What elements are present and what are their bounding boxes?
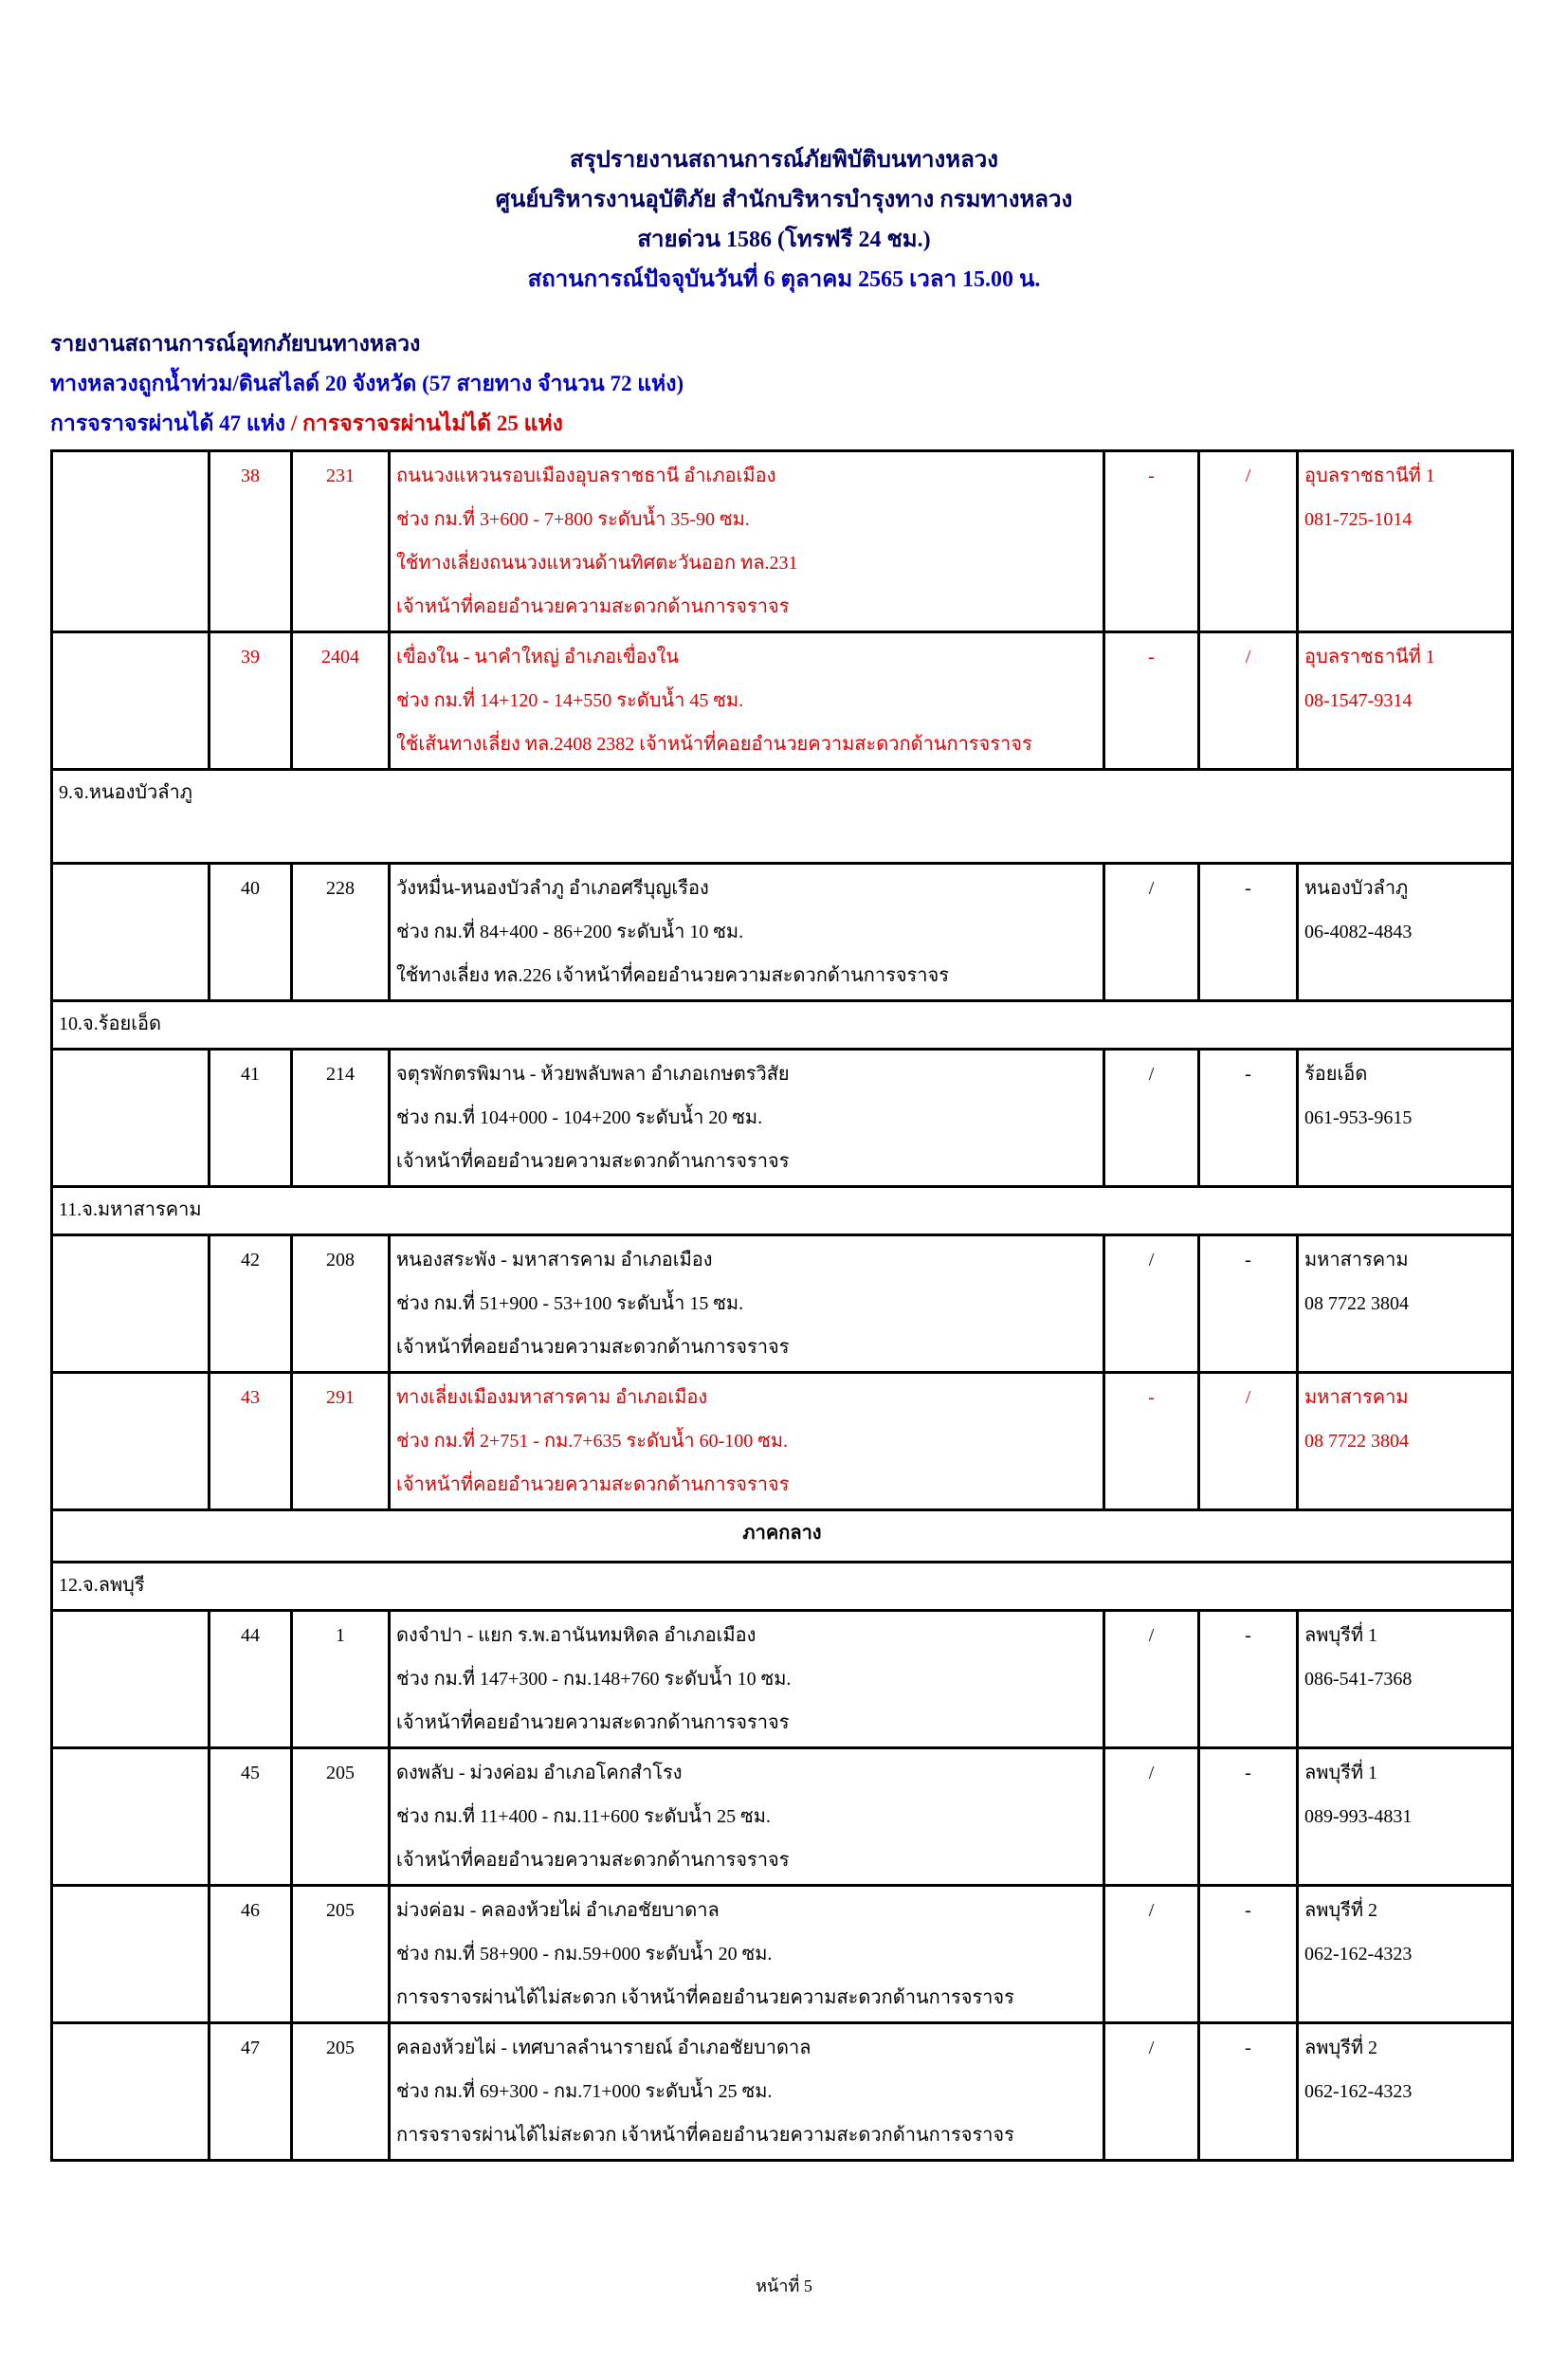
table-row	[52, 2023, 1513, 2161]
blank-cell	[52, 1235, 210, 1373]
description-line: วังหมื่น-หนองบัวลำภู อำเภอศรีบุญเรือง	[396, 878, 709, 899]
row-number-cell: 38	[210, 451, 292, 632]
contact-cell	[1298, 451, 1513, 632]
route-number-cell: 205	[292, 1886, 390, 2023]
route-number-cell: 231	[292, 451, 390, 632]
contact-cell	[1298, 1611, 1513, 1748]
description-cell	[390, 1235, 1104, 1373]
description-line: ม่วงค่อม - คลองห้วยไผ่ อำเภอชัยบาดาล	[396, 1900, 720, 1921]
description-line: การจราจรผ่านได้ไม่สะดวก เจ้าหน้าที่คอยอำนวยความสะดวกด้านการจราจร	[396, 1987, 1014, 2008]
flood-extent-line: ทางหลวงถูกน้ำท่วม/ดินสไลด์ 20 จังหวัด (57 สายทาง จำนวน 72 แห่ง)	[50, 372, 684, 395]
description-line: ใช้ทางเลี่ยงถนนวงแหวนด้านทิศตะวันออก ทล.231	[396, 553, 798, 574]
blocked-mark-cell: /	[1199, 451, 1298, 632]
blocked-mark-cell: /	[1199, 1373, 1298, 1510]
description-line: ช่วง กม.ที่ 58+900 - กม.59+000 ระดับน้ำ 20 ซม.	[396, 1944, 773, 1965]
table-row	[52, 1886, 1513, 2023]
description-line: เจ้าหน้าที่คอยอำนวยความสะดวกด้านการจราจร	[396, 1337, 790, 1358]
blocked-mark-cell: /	[1199, 632, 1298, 770]
contact-line: 08 7722 3804	[1304, 1293, 1409, 1314]
description-line: ใช้เส้นทางเลี่ยง ทล.2408 2382 เจ้าหน้าที่คอยอำนวยความสะดวกด้านการจราจร	[396, 734, 1032, 755]
passable-mark-cell: /	[1104, 2023, 1199, 2161]
province-header: 9.จ.หนองบัวลำภู	[52, 770, 1513, 864]
blocked-mark-cell: -	[1199, 1886, 1298, 2023]
description-line: จตุรพักตรพิมาน - ห้วยพลับพลา อำเภอเกษตรวิสัย	[396, 1064, 790, 1085]
blank-cell	[52, 451, 210, 632]
row-number-cell: 42	[210, 1235, 292, 1373]
report-table-body	[52, 451, 1513, 2161]
passable-count: การจราจรผ่านได้ 47 แห่ง	[50, 411, 286, 435]
contact-line: 08-1547-9314	[1304, 690, 1413, 711]
route-number-cell: 291	[292, 1373, 390, 1510]
contact-line: มหาสารคาม	[1304, 1250, 1409, 1270]
passable-mark-cell: /	[1104, 1748, 1199, 1886]
row-number-cell: 40	[210, 864, 292, 1001]
province-header: 10.จ.ร้อยเอ็ด	[52, 1001, 1513, 1050]
description-cell	[390, 451, 1104, 632]
contact-cell	[1298, 1748, 1513, 1886]
passable-mark-cell: /	[1104, 1611, 1199, 1748]
hotline-line: สายด่วน 1586 (โทรฟรี 24 ชม.)	[637, 228, 931, 252]
row-number-cell: 47	[210, 2023, 292, 2161]
description-line: ช่วง กม.ที่ 69+300 - กม.71+000 ระดับน้ำ 25 ซม.	[396, 2081, 773, 2102]
flood-report-table	[50, 449, 1514, 2162]
description-line: ช่วง กม.ที่ 147+300 - กม.148+760 ระดับน้ำ 10 ซม.	[396, 1669, 792, 1690]
row-number-cell: 44	[210, 1611, 292, 1748]
description-line: หนองสระพัง - มหาสารคาม อำเภอเมือง	[396, 1250, 713, 1270]
description-cell	[390, 632, 1104, 770]
passable-mark-cell: -	[1104, 451, 1199, 632]
contact-line: ลพบุรีที่ 1	[1304, 1763, 1378, 1783]
passable-mark-cell: /	[1104, 1886, 1199, 2023]
province-header: 12.จ.ลพบุรี	[52, 1563, 1513, 1611]
province-header: 11.จ.มหาสารคาม	[52, 1187, 1513, 1235]
description-line: เจ้าหน้าที่คอยอำนวยความสะดวกด้านการจราจร	[396, 1712, 790, 1733]
contact-line: 062-162-4323	[1304, 2081, 1413, 2102]
blank-cell	[52, 864, 210, 1001]
table-row	[52, 1050, 1513, 1187]
province-row	[52, 1187, 1513, 1235]
passable-mark-cell: -	[1104, 632, 1199, 770]
description-line: ใช้ทางเลี่ยง ทล.226 เจ้าหน้าที่คอยอำนวยความสะดวกด้านการจราจร	[396, 965, 949, 986]
table-row	[52, 451, 1513, 632]
contact-line: ลพบุรีที่ 2	[1304, 1900, 1378, 1921]
contact-line: 081-725-1014	[1304, 509, 1413, 530]
table-row	[52, 1373, 1513, 1510]
contact-line: 08 7722 3804	[1304, 1431, 1409, 1452]
table-row	[52, 1235, 1513, 1373]
agency-line: ศูนย์บริหารงานอุบัติภัย สำนักบริหารบำรุงทาง กรมทางหลวง	[495, 188, 1073, 212]
intro-section	[50, 324, 1568, 444]
region-row	[52, 1510, 1513, 1563]
description-line: เจ้าหน้าที่คอยอำนวยความสะดวกด้านการจราจร	[396, 1151, 790, 1172]
description-line: ช่วง กม.ที่ 84+400 - 86+200 ระดับน้ำ 10 ซม.	[396, 922, 744, 942]
route-number-cell: 214	[292, 1050, 390, 1187]
row-number-cell: 46	[210, 1886, 292, 2023]
blocked-mark-cell: -	[1199, 2023, 1298, 2161]
description-line: ช่วง กม.ที่ 14+120 - 14+550 ระดับน้ำ 45 ซม.	[396, 690, 744, 711]
flood-report-heading: รายงานสถานการณ์อุทกภัยบนทางหลวง	[50, 332, 421, 356]
passable-mark-cell: /	[1104, 1235, 1199, 1373]
blank-cell	[52, 1050, 210, 1187]
description-line: เจ้าหน้าที่คอยอำนวยความสะดวกด้านการจราจร	[396, 1474, 790, 1495]
passable-mark-cell: /	[1104, 1050, 1199, 1187]
description-line: ทางเลี่ยงเมืองมหาสารคาม อำเภอเมือง	[396, 1387, 708, 1408]
blank-cell	[52, 1611, 210, 1748]
description-cell	[390, 1886, 1104, 2023]
description-line: ช่วง กม.ที่ 3+600 - 7+800 ระดับน้ำ 35-90 ซม.	[396, 509, 750, 530]
blocked-mark-cell: -	[1199, 1050, 1298, 1187]
passable-mark-cell: /	[1104, 864, 1199, 1001]
table-row	[52, 864, 1513, 1001]
route-number-cell: 205	[292, 1748, 390, 1886]
description-cell	[390, 1748, 1104, 1886]
row-number-cell: 41	[210, 1050, 292, 1187]
contact-cell	[1298, 2023, 1513, 2161]
description-line: การจราจรผ่านได้ไม่สะดวก เจ้าหน้าที่คอยอำนวยความสะดวกด้านการจราจร	[396, 2125, 1014, 2146]
description-line: ช่วง กม.ที่ 2+751 - กม.7+635 ระดับน้ำ 60-100 ซม.	[396, 1431, 789, 1452]
table-row	[52, 1611, 1513, 1748]
contact-line: หนองบัวลำภู	[1304, 878, 1409, 899]
contact-cell	[1298, 1373, 1513, 1510]
blank-cell	[52, 1886, 210, 2023]
contact-line: 089-993-4831	[1304, 1806, 1413, 1827]
blocked-mark-cell: -	[1199, 864, 1298, 1001]
contact-cell	[1298, 864, 1513, 1001]
blank-cell	[52, 1373, 210, 1510]
contact-cell	[1298, 1886, 1513, 2023]
report-page	[0, 140, 1568, 2358]
table-row	[52, 1748, 1513, 1886]
description-line: ช่วง กม.ที่ 11+400 - กม.11+600 ระดับน้ำ 25 ซม.	[396, 1806, 771, 1827]
route-number-cell: 2404	[292, 632, 390, 770]
blank-cell	[52, 1748, 210, 1886]
description-cell	[390, 864, 1104, 1001]
description-line: ดงจำปา - แยก ร.พ.อานันทมหิดล อำเภอเมือง	[396, 1625, 757, 1646]
contact-line: 061-953-9615	[1304, 1107, 1413, 1128]
status-datetime-line: สถานการณ์ปัจจุบันวันที่ 6 ตุลาคม 2565 เวลา 15.00 น.	[527, 267, 1041, 292]
document-header	[0, 140, 1568, 300]
blank-cell	[52, 2023, 210, 2161]
blocked-count: การจราจรผ่านไม่ได้ 25 แห่ง	[302, 411, 563, 435]
passable-mark-cell: -	[1104, 1373, 1199, 1510]
route-number-cell: 228	[292, 864, 390, 1001]
region-header: ภาคกลาง	[52, 1510, 1513, 1563]
description-line: เจ้าหน้าที่คอยอำนวยความสะดวกด้านการจราจร	[396, 596, 790, 617]
description-cell	[390, 1373, 1104, 1510]
blocked-mark-cell: -	[1199, 1611, 1298, 1748]
route-number-cell: 205	[292, 2023, 390, 2161]
province-row	[52, 1563, 1513, 1611]
route-number-cell: 1	[292, 1611, 390, 1748]
description-cell	[390, 1050, 1104, 1187]
contact-line: มหาสารคาม	[1304, 1387, 1409, 1408]
row-number-cell: 45	[210, 1748, 292, 1886]
route-number-cell: 208	[292, 1235, 390, 1373]
blank-cell	[52, 632, 210, 770]
row-number-cell: 43	[210, 1373, 292, 1510]
province-row	[52, 1001, 1513, 1050]
description-cell	[390, 1611, 1104, 1748]
count-separator: /	[285, 411, 302, 435]
description-cell	[390, 2023, 1104, 2161]
table-row	[52, 632, 1513, 770]
contact-cell	[1298, 632, 1513, 770]
description-line: ดงพลับ - ม่วงค่อม อำเภอโคกสำโรง	[396, 1763, 683, 1783]
description-line: ช่วง กม.ที่ 104+000 - 104+200 ระดับน้ำ 20 ซม.	[396, 1107, 763, 1128]
description-line: เขื่องใน - นาคำใหญ่ อำเภอเขื่องใน	[396, 647, 679, 667]
province-row	[52, 770, 1513, 864]
description-line: คลองห้วยไผ่ - เทศบาลลำนารายณ์ อำเภอชัยบาดาล	[396, 2038, 811, 2058]
contact-line: ร้อยเอ็ด	[1304, 1064, 1368, 1085]
report-title: สรุปรายงานสถานการณ์ภัยพิบัติบนทางหลวง	[570, 148, 998, 173]
contact-line: 086-541-7368	[1304, 1669, 1413, 1690]
page-number: หน้าที่ 5	[756, 2276, 812, 2295]
row-number-cell: 39	[210, 632, 292, 770]
contact-line: 06-4082-4843	[1304, 922, 1413, 942]
blocked-mark-cell: -	[1199, 1748, 1298, 1886]
contact-line: ลพบุรีที่ 2	[1304, 2038, 1378, 2058]
contact-line: อุบลราชธานีที่ 1	[1304, 647, 1435, 667]
contact-cell	[1298, 1235, 1513, 1373]
contact-line: 062-162-4323	[1304, 1944, 1413, 1965]
contact-line: ลพบุรีที่ 1	[1304, 1625, 1378, 1646]
contact-line: อุบลราชธานีที่ 1	[1304, 466, 1435, 486]
description-line: ถนนวงแหวนรอบเมืองอุบลราชธานี อำเภอเมือง	[396, 466, 776, 486]
contact-cell	[1298, 1050, 1513, 1187]
blocked-mark-cell: -	[1199, 1235, 1298, 1373]
description-line: ช่วง กม.ที่ 51+900 - 53+100 ระดับน้ำ 15 ซม.	[396, 1293, 744, 1314]
traffic-counts-line	[50, 404, 1568, 444]
description-line: เจ้าหน้าที่คอยอำนวยความสะดวกด้านการจราจร	[396, 1850, 790, 1871]
